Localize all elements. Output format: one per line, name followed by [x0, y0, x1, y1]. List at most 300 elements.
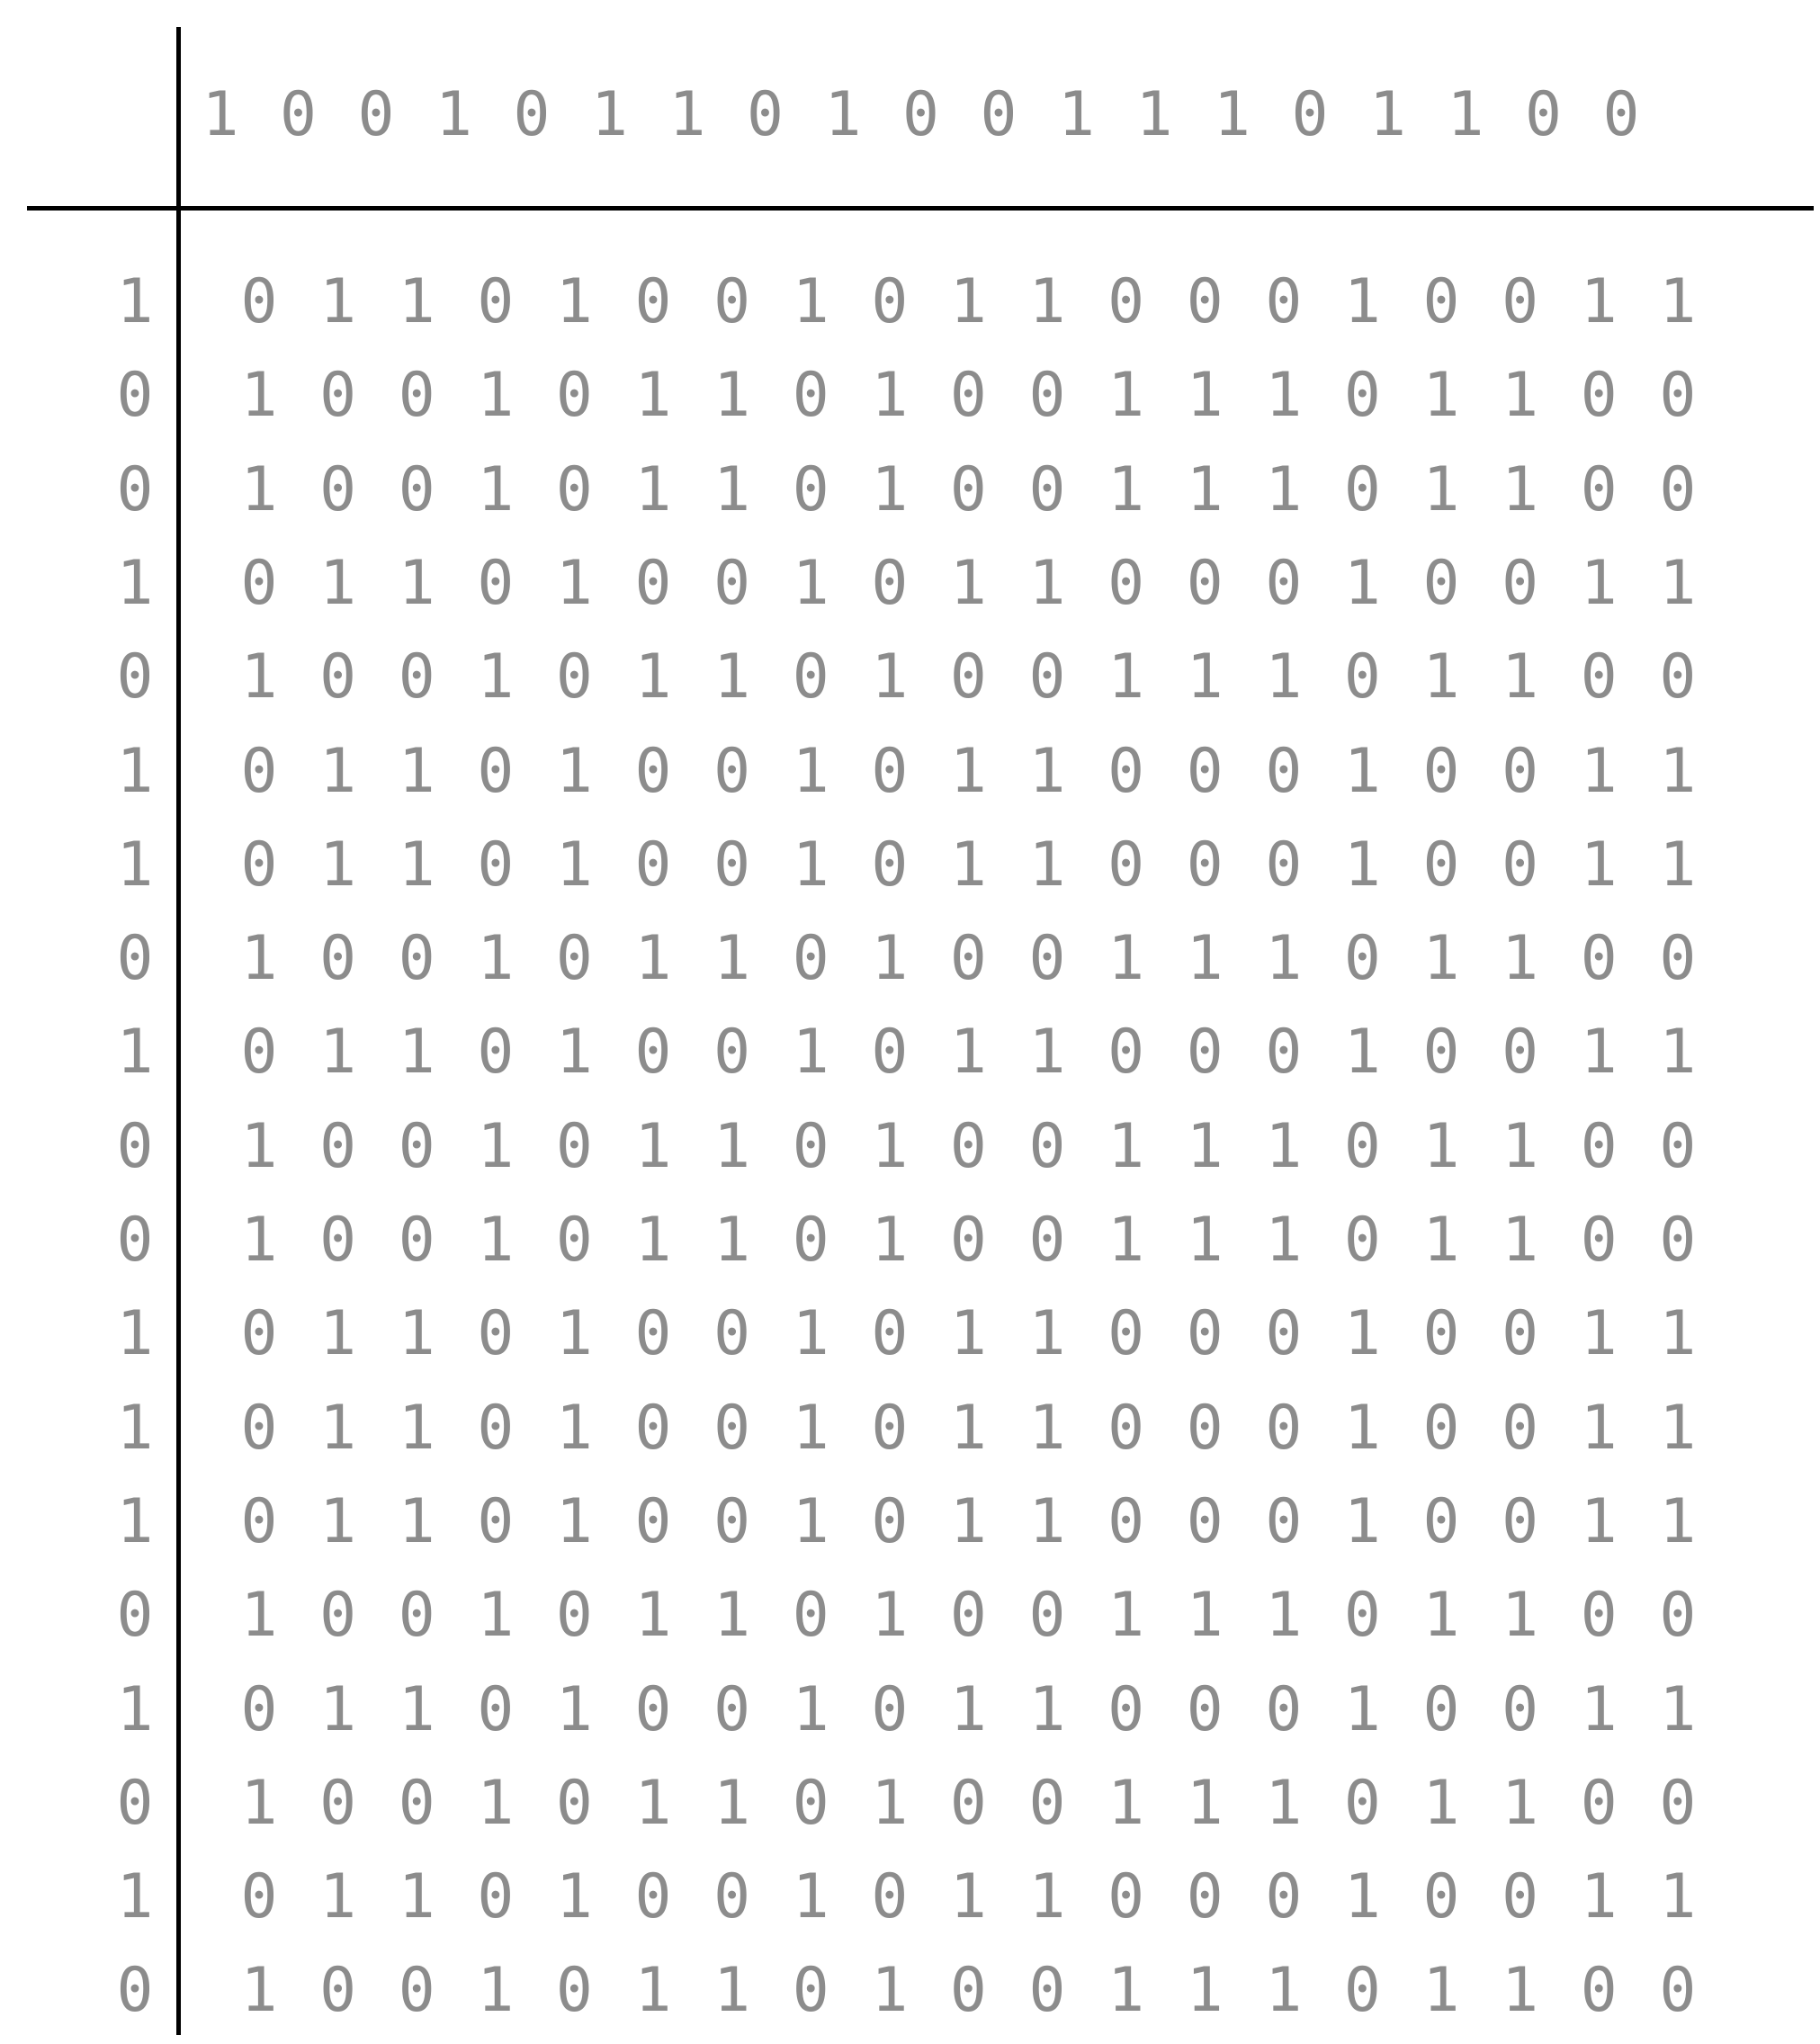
grid-cell-bit: 0 — [1028, 1580, 1066, 1652]
grid-cell-bit: 1 — [1422, 453, 1460, 525]
grid-cell-bit: 1 — [1028, 829, 1066, 901]
grid-cell-bit: 1 — [398, 735, 435, 807]
grid-cell-bit: 0 — [1265, 1485, 1303, 1557]
grid-cell-bit: 1 — [1107, 1955, 1145, 2027]
grid-cell-bit: 0 — [871, 829, 909, 901]
grid-cell-bit: 1 — [949, 1485, 987, 1557]
grid-cell-bit: 0 — [1659, 360, 1697, 432]
grid-cell-bit: 0 — [949, 453, 987, 525]
grid-cell-bit: 0 — [713, 1017, 751, 1089]
grid-cell-bit: 1 — [1265, 1110, 1303, 1182]
grid-cell-bit: 1 — [949, 1673, 987, 1745]
grid-cell-bit: 1 — [1186, 1955, 1224, 2027]
grid-cell-bit: 0 — [240, 1673, 278, 1745]
grid-cell-bit: 0 — [1502, 1861, 1539, 1933]
grid-cell-bit: 0 — [1343, 453, 1381, 525]
grid-cell-bit: 0 — [1028, 1205, 1066, 1276]
grid-cell-bit: 1 — [1580, 1298, 1618, 1370]
grid-cell-bit: 1 — [555, 829, 593, 901]
grid-cell-bit: 0 — [1028, 360, 1066, 432]
grid-cell-bit: 0 — [1028, 1955, 1066, 2027]
grid-cell-bit: 0 — [398, 453, 435, 525]
header-bit: 0 — [357, 79, 395, 150]
header-bit: 0 — [280, 79, 317, 150]
grid-cell-bit: 0 — [477, 266, 515, 337]
grid-cell-bit: 1 — [634, 1205, 672, 1276]
grid-cell-bit: 1 — [1502, 360, 1539, 432]
grid-cell-bit: 0 — [1107, 1392, 1145, 1464]
grid-cell-bit: 1 — [1659, 1392, 1697, 1464]
grid-cell-bit: 1 — [1107, 453, 1145, 525]
grid-cell-bit: 0 — [555, 1110, 593, 1182]
grid-cell-bit: 0 — [555, 453, 593, 525]
grid-cell-bit: 0 — [949, 1580, 987, 1652]
grid-cell-bit: 1 — [555, 1861, 593, 1933]
grid-cell-bit: 1 — [949, 1861, 987, 1933]
grid-cell-bit: 0 — [1502, 266, 1539, 337]
grid-cell-bit: 1 — [555, 547, 593, 619]
grid-cell-bit: 0 — [1422, 1485, 1460, 1557]
grid-cell-bit: 1 — [477, 641, 515, 713]
grid-cell-bit: 1 — [713, 1955, 751, 2027]
grid-cell-bit: 0 — [871, 1017, 909, 1089]
grid-cell-bit: 0 — [871, 1298, 909, 1370]
grid-cell-bit: 0 — [1502, 547, 1539, 619]
grid-cell-bit: 1 — [398, 1298, 435, 1370]
grid-cell-bit: 1 — [792, 735, 829, 807]
grid-cell-bit: 1 — [871, 923, 909, 995]
grid-cell-bit: 1 — [319, 266, 357, 337]
grid-cell-bit: 1 — [477, 1580, 515, 1652]
row-label-bit: 1 — [116, 735, 154, 807]
grid-cell-bit: 1 — [477, 360, 515, 432]
grid-cell-bit: 0 — [792, 641, 829, 713]
grid-cell-bit: 0 — [1343, 1955, 1381, 2027]
row-label-bit: 1 — [116, 1392, 154, 1464]
grid-cell-bit: 1 — [240, 1205, 278, 1276]
grid-cell-bit: 1 — [1107, 1767, 1145, 1839]
grid-cell-bit: 1 — [1343, 829, 1381, 901]
grid-cell-bit: 1 — [1028, 1298, 1066, 1370]
grid-cell-bit: 0 — [555, 1205, 593, 1276]
grid-cell-bit: 0 — [1502, 735, 1539, 807]
grid-cell-bit: 0 — [1343, 1110, 1381, 1182]
row-label-bit: 1 — [116, 1017, 154, 1089]
grid-cell-bit: 1 — [713, 360, 751, 432]
grid-cell-bit: 0 — [949, 1955, 987, 2027]
grid-cell-bit: 0 — [1186, 1392, 1224, 1464]
grid-cell-bit: 0 — [1422, 1392, 1460, 1464]
grid-cell-bit: 1 — [477, 1110, 515, 1182]
grid-cell-bit: 0 — [1265, 266, 1303, 337]
grid-cell-bit: 0 — [1107, 1017, 1145, 1089]
grid-cell-bit: 0 — [240, 1392, 278, 1464]
grid-cell-bit: 0 — [1028, 453, 1066, 525]
grid-cell-bit: 0 — [1580, 1580, 1618, 1652]
grid-cell-bit: 1 — [319, 547, 357, 619]
horizontal-axis-line — [27, 206, 1814, 211]
grid-cell-bit: 1 — [1422, 1580, 1460, 1652]
grid-cell-bit: 0 — [871, 1392, 909, 1464]
grid-cell-bit: 0 — [713, 829, 751, 901]
grid-cell-bit: 1 — [871, 1580, 909, 1652]
grid-cell-bit: 0 — [477, 1017, 515, 1089]
grid-cell-bit: 0 — [1186, 1017, 1224, 1089]
grid-cell-bit: 0 — [1265, 735, 1303, 807]
grid-cell-bit: 0 — [634, 1673, 672, 1745]
header-bit: 1 — [824, 79, 862, 150]
grid-cell-bit: 0 — [792, 1110, 829, 1182]
grid-cell-bit: 1 — [792, 829, 829, 901]
grid-cell-bit: 1 — [555, 266, 593, 337]
header-bit: 1 — [202, 79, 239, 150]
grid-cell-bit: 0 — [1107, 1673, 1145, 1745]
grid-cell-bit: 1 — [240, 1580, 278, 1652]
grid-cell-bit: 0 — [398, 923, 435, 995]
grid-cell-bit: 1 — [1186, 1580, 1224, 1652]
grid-cell-bit: 1 — [555, 1298, 593, 1370]
grid-cell-bit: 0 — [1502, 1017, 1539, 1089]
grid-cell-bit: 0 — [319, 1110, 357, 1182]
grid-cell-bit: 1 — [1343, 1298, 1381, 1370]
grid-cell-bit: 1 — [713, 923, 751, 995]
grid-cell-bit: 1 — [1343, 1673, 1381, 1745]
grid-cell-bit: 1 — [1422, 1955, 1460, 2027]
grid-cell-bit: 1 — [319, 1673, 357, 1745]
grid-cell-bit: 1 — [1422, 360, 1460, 432]
grid-cell-bit: 1 — [1343, 266, 1381, 337]
grid-cell-bit: 1 — [713, 453, 751, 525]
grid-cell-bit: 0 — [1502, 1298, 1539, 1370]
grid-cell-bit: 0 — [634, 266, 672, 337]
grid-cell-bit: 0 — [1659, 1955, 1697, 2027]
grid-cell-bit: 0 — [713, 1485, 751, 1557]
grid-cell-bit: 0 — [1028, 923, 1066, 995]
grid-cell-bit: 1 — [1265, 1580, 1303, 1652]
grid-cell-bit: 1 — [1422, 1767, 1460, 1839]
grid-cell-bit: 0 — [949, 1205, 987, 1276]
grid-cell-bit: 0 — [949, 360, 987, 432]
grid-cell-bit: 1 — [792, 1673, 829, 1745]
grid-cell-bit: 1 — [1580, 1861, 1618, 1933]
grid-cell-bit: 0 — [1580, 1205, 1618, 1276]
row-label-bit: 1 — [116, 1485, 154, 1557]
header-bit: 1 — [668, 79, 706, 150]
grid-cell-bit: 1 — [1028, 1673, 1066, 1745]
grid-cell-bit: 0 — [1265, 1017, 1303, 1089]
grid-cell-bit: 1 — [949, 547, 987, 619]
header-bit: 0 — [1602, 79, 1640, 150]
grid-cell-bit: 1 — [634, 1767, 672, 1839]
grid-cell-bit: 0 — [634, 1017, 672, 1089]
grid-cell-bit: 0 — [1422, 1861, 1460, 1933]
grid-cell-bit: 0 — [871, 1673, 909, 1745]
grid-cell-bit: 1 — [871, 1110, 909, 1182]
grid-cell-bit: 1 — [1028, 1017, 1066, 1089]
grid-cell-bit: 0 — [319, 453, 357, 525]
grid-cell-bit: 1 — [871, 641, 909, 713]
grid-cell-bit: 0 — [1580, 1110, 1618, 1182]
grid-cell-bit: 0 — [240, 735, 278, 807]
grid-cell-bit: 0 — [398, 1955, 435, 2027]
grid-cell-bit: 1 — [398, 547, 435, 619]
grid-cell-bit: 1 — [240, 360, 278, 432]
grid-cell-bit: 1 — [1659, 1673, 1697, 1745]
grid-cell-bit: 1 — [319, 1392, 357, 1464]
grid-cell-bit: 0 — [319, 923, 357, 995]
grid-cell-bit: 1 — [1502, 1955, 1539, 2027]
grid-cell-bit: 0 — [555, 1767, 593, 1839]
row-label-bit: 1 — [116, 266, 154, 337]
grid-cell-bit: 1 — [1186, 641, 1224, 713]
grid-cell-bit: 0 — [319, 1767, 357, 1839]
grid-cell-bit: 0 — [1422, 1298, 1460, 1370]
header-bit: 1 — [435, 79, 472, 150]
grid-cell-bit: 0 — [1422, 829, 1460, 901]
grid-cell-bit: 1 — [1659, 1485, 1697, 1557]
grid-cell-bit: 1 — [240, 1955, 278, 2027]
row-label-bit: 0 — [116, 453, 154, 525]
grid-cell-bit: 0 — [1107, 1485, 1145, 1557]
grid-cell-bit: 0 — [792, 1767, 829, 1839]
grid-cell-bit: 0 — [1265, 1861, 1303, 1933]
grid-cell-bit: 1 — [1186, 1205, 1224, 1276]
grid-cell-bit: 0 — [398, 1205, 435, 1276]
grid-cell-bit: 0 — [1186, 1298, 1224, 1370]
grid-cell-bit: 1 — [1502, 1110, 1539, 1182]
grid-cell-bit: 1 — [713, 1205, 751, 1276]
grid-cell-bit: 1 — [1107, 360, 1145, 432]
grid-cell-bit: 0 — [240, 829, 278, 901]
grid-cell-bit: 0 — [871, 1485, 909, 1557]
grid-cell-bit: 1 — [1265, 453, 1303, 525]
grid-cell-bit: 0 — [792, 923, 829, 995]
grid-cell-bit: 0 — [1580, 641, 1618, 713]
grid-cell-bit: 0 — [1265, 1298, 1303, 1370]
grid-cell-bit: 0 — [634, 1861, 672, 1933]
grid-cell-bit: 0 — [871, 735, 909, 807]
grid-cell-bit: 0 — [398, 1110, 435, 1182]
grid-cell-bit: 1 — [792, 1017, 829, 1089]
grid-cell-bit: 0 — [1659, 1767, 1697, 1839]
grid-cell-bit: 0 — [1580, 1767, 1618, 1839]
grid-cell-bit: 0 — [1580, 1955, 1618, 2027]
grid-cell-bit: 1 — [1343, 1017, 1381, 1089]
grid-cell-bit: 1 — [792, 266, 829, 337]
grid-cell-bit: 1 — [949, 1392, 987, 1464]
grid-cell-bit: 1 — [477, 1955, 515, 2027]
header-bit: 1 — [1369, 79, 1406, 150]
grid-cell-bit: 1 — [477, 1205, 515, 1276]
grid-cell-bit: 1 — [319, 1017, 357, 1089]
grid-cell-bit: 1 — [555, 1673, 593, 1745]
grid-cell-bit: 1 — [398, 1861, 435, 1933]
grid-cell-bit: 0 — [1580, 453, 1618, 525]
grid-cell-bit: 1 — [1028, 1485, 1066, 1557]
grid-cell-bit: 1 — [1107, 1110, 1145, 1182]
grid-cell-bit: 0 — [713, 266, 751, 337]
grid-cell-bit: 1 — [398, 266, 435, 337]
grid-cell-bit: 1 — [398, 1485, 435, 1557]
grid-cell-bit: 0 — [1343, 360, 1381, 432]
grid-cell-bit: 1 — [1186, 1110, 1224, 1182]
grid-cell-bit: 1 — [792, 547, 829, 619]
grid-cell-bit: 0 — [1502, 1673, 1539, 1745]
grid-cell-bit: 1 — [1659, 829, 1697, 901]
grid-cell-bit: 1 — [1659, 1298, 1697, 1370]
grid-cell-bit: 1 — [713, 1767, 751, 1839]
grid-cell-bit: 1 — [949, 829, 987, 901]
grid-cell-bit: 0 — [477, 1392, 515, 1464]
grid-cell-bit: 1 — [1343, 1485, 1381, 1557]
grid-cell-bit: 1 — [319, 829, 357, 901]
grid-cell-bit: 1 — [555, 1392, 593, 1464]
grid-cell-bit: 1 — [792, 1485, 829, 1557]
grid-cell-bit: 1 — [1028, 266, 1066, 337]
grid-cell-bit: 0 — [634, 829, 672, 901]
grid-cell-bit: 1 — [1502, 1205, 1539, 1276]
grid-cell-bit: 0 — [1422, 1673, 1460, 1745]
grid-cell-bit: 1 — [1422, 1110, 1460, 1182]
grid-cell-bit: 1 — [1502, 641, 1539, 713]
grid-cell-bit: 0 — [1343, 923, 1381, 995]
grid-cell-bit: 1 — [634, 1955, 672, 2027]
grid-cell-bit: 0 — [1186, 1673, 1224, 1745]
grid-cell-bit: 0 — [634, 735, 672, 807]
grid-cell-bit: 1 — [634, 923, 672, 995]
grid-cell-bit: 1 — [240, 641, 278, 713]
row-label-bit: 0 — [116, 923, 154, 995]
grid-cell-bit: 1 — [1028, 547, 1066, 619]
grid-cell-bit: 0 — [477, 1298, 515, 1370]
row-label-bit: 0 — [116, 1955, 154, 2027]
grid-cell-bit: 1 — [1186, 453, 1224, 525]
grid-cell-bit: 0 — [477, 829, 515, 901]
grid-cell-bit: 0 — [1107, 735, 1145, 807]
grid-cell-bit: 1 — [634, 1580, 672, 1652]
header-bit: 1 — [591, 79, 628, 150]
grid-cell-bit: 0 — [555, 1580, 593, 1652]
grid-cell-bit: 1 — [477, 1767, 515, 1839]
grid-cell-bit: 1 — [1186, 923, 1224, 995]
row-label-bit: 0 — [116, 1767, 154, 1839]
grid-cell-bit: 0 — [713, 1392, 751, 1464]
grid-cell-bit: 0 — [1265, 829, 1303, 901]
grid-cell-bit: 0 — [555, 360, 593, 432]
grid-cell-bit: 1 — [1580, 266, 1618, 337]
grid-cell-bit: 1 — [1107, 1205, 1145, 1276]
grid-cell-bit: 0 — [240, 1017, 278, 1089]
grid-cell-bit: 1 — [477, 453, 515, 525]
grid-cell-bit: 1 — [1580, 1673, 1618, 1745]
grid-cell-bit: 0 — [871, 266, 909, 337]
grid-cell-bit: 0 — [792, 1205, 829, 1276]
grid-cell-bit: 0 — [398, 641, 435, 713]
grid-cell-bit: 1 — [1343, 1861, 1381, 1933]
grid-cell-bit: 1 — [949, 1017, 987, 1089]
grid-cell-bit: 0 — [949, 1110, 987, 1182]
header-bit: 0 — [513, 79, 551, 150]
grid-cell-bit: 0 — [1265, 547, 1303, 619]
grid-cell-bit: 0 — [1343, 1205, 1381, 1276]
grid-cell-bit: 1 — [871, 453, 909, 525]
grid-cell-bit: 0 — [477, 1673, 515, 1745]
grid-cell-bit: 0 — [1107, 829, 1145, 901]
grid-cell-bit: 0 — [555, 641, 593, 713]
grid-cell-bit: 1 — [1107, 641, 1145, 713]
grid-cell-bit: 1 — [871, 1955, 909, 2027]
grid-cell-bit: 0 — [319, 360, 357, 432]
grid-cell-bit: 1 — [398, 1392, 435, 1464]
grid-cell-bit: 1 — [555, 1485, 593, 1557]
grid-cell-bit: 1 — [1265, 1767, 1303, 1839]
grid-cell-bit: 1 — [949, 1298, 987, 1370]
grid-cell-bit: 1 — [240, 1767, 278, 1839]
grid-cell-bit: 0 — [1659, 641, 1697, 713]
grid-cell-bit: 0 — [1186, 547, 1224, 619]
grid-cell-bit: 0 — [792, 360, 829, 432]
grid-cell-bit: 1 — [1422, 1205, 1460, 1276]
grid-cell-bit: 1 — [1502, 453, 1539, 525]
grid-cell-bit: 0 — [634, 1298, 672, 1370]
grid-cell-bit: 1 — [1659, 735, 1697, 807]
grid-cell-bit: 1 — [398, 1017, 435, 1089]
grid-cell-bit: 0 — [1107, 266, 1145, 337]
grid-cell-bit: 1 — [398, 1673, 435, 1745]
grid-cell-bit: 0 — [634, 1485, 672, 1557]
grid-cell-bit: 0 — [240, 1861, 278, 1933]
grid-cell-bit: 0 — [792, 453, 829, 525]
grid-cell-bit: 0 — [1659, 453, 1697, 525]
grid-cell-bit: 0 — [398, 360, 435, 432]
grid-cell-bit: 1 — [1343, 1392, 1381, 1464]
grid-cell-bit: 0 — [477, 1485, 515, 1557]
grid-cell-bit: 1 — [871, 1205, 909, 1276]
grid-cell-bit: 1 — [792, 1392, 829, 1464]
grid-cell-bit: 1 — [477, 923, 515, 995]
vertical-axis-line — [176, 27, 181, 2035]
grid-cell-bit: 0 — [1343, 1767, 1381, 1839]
grid-cell-bit: 1 — [1186, 1767, 1224, 1839]
grid-cell-bit: 0 — [477, 735, 515, 807]
grid-cell-bit: 0 — [1265, 1673, 1303, 1745]
grid-cell-bit: 0 — [1422, 547, 1460, 619]
grid-cell-bit: 1 — [240, 453, 278, 525]
grid-cell-bit: 0 — [1659, 923, 1697, 995]
grid-cell-bit: 1 — [1265, 923, 1303, 995]
grid-cell-bit: 1 — [1265, 1955, 1303, 2027]
grid-cell-bit: 0 — [713, 547, 751, 619]
grid-cell-bit: 1 — [1265, 360, 1303, 432]
grid-cell-bit: 0 — [1502, 829, 1539, 901]
grid-cell-bit: 1 — [319, 735, 357, 807]
grid-cell-bit: 0 — [1422, 266, 1460, 337]
grid-cell-bit: 1 — [634, 453, 672, 525]
grid-cell-bit: 1 — [1028, 1861, 1066, 1933]
grid-cell-bit: 1 — [792, 1861, 829, 1933]
grid-cell-bit: 0 — [949, 1767, 987, 1839]
grid-cell-bit: 1 — [1107, 923, 1145, 995]
grid-cell-bit: 0 — [713, 1861, 751, 1933]
grid-cell-bit: 1 — [1580, 1485, 1618, 1557]
header-bit: 1 — [1135, 79, 1173, 150]
grid-cell-bit: 0 — [1659, 1205, 1697, 1276]
grid-cell-bit: 1 — [1422, 641, 1460, 713]
grid-cell-bit: 1 — [319, 1861, 357, 1933]
grid-cell-bit: 1 — [1580, 547, 1618, 619]
grid-cell-bit: 1 — [555, 1017, 593, 1089]
grid-cell-bit: 1 — [634, 360, 672, 432]
